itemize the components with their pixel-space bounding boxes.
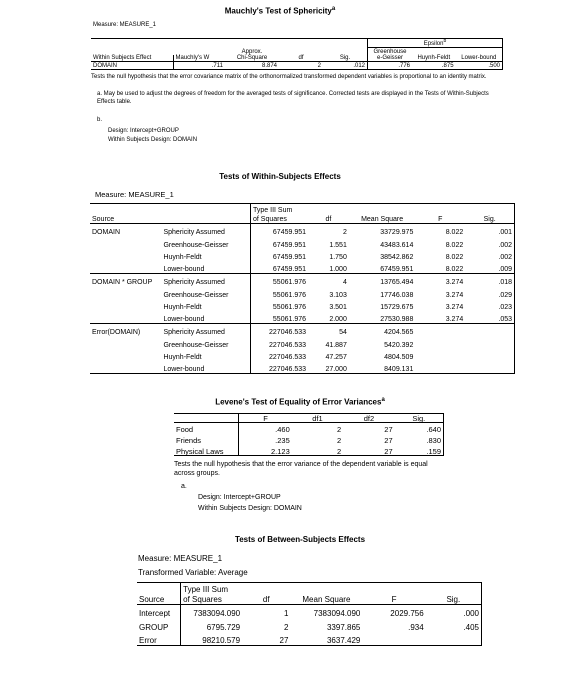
between-table <box>137 582 482 646</box>
mauchly-lb: .500 <box>456 62 503 70</box>
between-col-df: df <box>262 595 270 604</box>
between-ms: 3397.865 <box>326 622 361 632</box>
within-test: Sphericity Assumed <box>161 324 250 337</box>
within-sig: .018 <box>465 274 514 287</box>
levene-sig: .159 <box>395 445 444 456</box>
within-test: Sphericity Assumed <box>161 274 250 287</box>
mauchly-chi: 8.874 <box>225 62 279 70</box>
col-hf: Huynh-Feldt <box>417 55 451 61</box>
within-ms: 4204.565 <box>349 324 415 337</box>
within-sig: .009 <box>465 261 514 274</box>
within-f <box>415 349 465 362</box>
levene-design-1: Design: Intercept+GROUP <box>198 494 281 501</box>
within-sig: .053 <box>465 311 514 324</box>
within-sig <box>465 349 514 362</box>
between-source: Error <box>137 632 181 646</box>
between-col-ss-2: of Squares <box>181 594 242 605</box>
within-test: Huynh-Feldt <box>163 304 202 311</box>
within-f <box>415 324 465 337</box>
levene-df1: 2 <box>337 436 342 445</box>
between-f <box>362 632 425 646</box>
within-ms: 33729.975 <box>349 224 415 237</box>
within-f: 8.022 <box>445 254 464 261</box>
between-ss: 6795.729 <box>181 618 242 632</box>
between-ss: 98210.579 <box>181 632 242 646</box>
within-source <box>90 286 161 299</box>
levene-row <box>174 445 444 456</box>
between-col-f: F <box>391 595 397 604</box>
within-row <box>90 324 515 337</box>
levene-note-a: a. <box>181 483 187 490</box>
within-ss: 67459.951 <box>251 249 308 262</box>
within-test: Huynh-Feldt <box>163 354 202 361</box>
within-f: 8.022 <box>415 224 465 237</box>
between-ss: 7383094.090 <box>181 605 242 619</box>
levene-title-text: Levene's Test of Equality of Error Variances <box>215 397 382 407</box>
between-source: Intercept <box>137 605 181 619</box>
levene-df1: 2 <box>292 445 343 456</box>
within-f: 3.274 <box>415 274 465 287</box>
col-sig: Sig. <box>339 55 351 61</box>
levene-df2: 27 <box>343 445 394 456</box>
within-df: 54 <box>308 324 349 337</box>
within-df: 47.257 <box>325 354 347 361</box>
col-chi-1: Approx. <box>241 48 263 55</box>
levene-col-f: F <box>239 414 292 423</box>
within-source <box>90 299 161 312</box>
levene-name: Food <box>174 423 239 434</box>
levene-row <box>174 423 444 434</box>
between-sig <box>426 632 482 646</box>
within-ms: 13765.494 <box>349 274 415 287</box>
within-ms: 8409.131 <box>349 361 415 374</box>
levene-df2: 27 <box>343 423 394 434</box>
epsilon-label: Epsilon <box>423 41 444 47</box>
between-ms: 7383094.090 <box>290 605 362 619</box>
between-ms: 3637.429 <box>290 632 362 646</box>
mauchly-title-text: Mauchly's Test of Sphericity <box>224 6 332 16</box>
within-source <box>90 249 161 262</box>
between-row <box>137 605 482 619</box>
mauchly-title <box>150 6 410 16</box>
within-source: DOMAIN * GROUP <box>90 274 161 287</box>
within-row <box>90 336 515 349</box>
levene-f: .460 <box>239 423 292 434</box>
within-col-ss-2: of Squares <box>251 214 308 224</box>
levene-col-df1: df1 <box>292 414 343 423</box>
levene-df2: 27 <box>384 436 393 445</box>
within-row <box>90 349 515 362</box>
levene-col-df2: df2 <box>343 414 394 423</box>
within-df: 1.551 <box>329 241 347 249</box>
within-source: DOMAIN <box>90 224 161 237</box>
within-table <box>90 203 515 374</box>
within-ms: 17746.038 <box>380 291 414 299</box>
col-df: df <box>298 55 304 61</box>
levene-title <box>180 397 420 407</box>
levene-col-sig: Sig. <box>395 414 444 423</box>
between-col-source: Source <box>139 595 165 604</box>
between-source: GROUP <box>139 622 169 632</box>
within-row <box>90 311 515 324</box>
within-sig: .002 <box>465 249 514 262</box>
between-col-ms: Mean Square <box>302 595 351 604</box>
within-ss: 67459.951 <box>251 224 308 237</box>
within-ms: 4804.509 <box>384 354 414 361</box>
within-sig <box>465 336 514 349</box>
within-test: Lower-bound <box>161 361 250 374</box>
within-row <box>90 224 515 237</box>
within-col-ss-1: Type III Sum <box>251 204 308 214</box>
within-test: Lower-bound <box>163 316 205 323</box>
within-ss: 227046.533 <box>251 349 308 362</box>
between-sig: .405 <box>426 618 482 632</box>
col-mauchly-w: Mauchly's W <box>173 55 225 62</box>
between-df: 2 <box>283 622 289 632</box>
within-df: 27.000 <box>308 361 349 374</box>
between-f: 2029.756 <box>362 605 425 619</box>
within-f <box>415 336 465 349</box>
epsilon-mark: b <box>443 38 447 44</box>
mauchly-w: .711 <box>173 62 225 70</box>
within-ss: 55061.976 <box>251 299 308 312</box>
within-ss: 55061.976 <box>251 286 308 299</box>
within-source <box>90 236 161 249</box>
levene-f: 2.123 <box>239 445 292 456</box>
mauchly-hf: .875 <box>412 62 456 70</box>
between-col-ss-1: Type III Sum <box>181 583 242 594</box>
levene-f: .235 <box>239 434 292 445</box>
col-lb: Lower-bound <box>456 55 503 62</box>
levene-design-2: Within Subjects Design: DOMAIN <box>198 505 302 512</box>
within-ms: 27530.988 <box>380 316 414 323</box>
within-f: 3.274 <box>445 316 464 323</box>
within-row <box>90 236 515 249</box>
mauchly-sig: .012 <box>323 62 368 70</box>
within-df: 1.750 <box>329 254 347 261</box>
within-measure: Measure: MEASURE_1 <box>95 190 174 199</box>
mauchly-title-mark: a <box>331 6 336 12</box>
within-test: Sphericity Assumed <box>161 224 250 237</box>
within-source <box>90 349 161 362</box>
within-df: 3.103 <box>329 291 347 299</box>
mauchly-effect: DOMAIN <box>91 62 173 70</box>
between-df: 27 <box>242 632 290 646</box>
between-title: Tests of Between-Subjects Effects <box>234 535 366 544</box>
within-ss: 67459.951 <box>251 236 308 249</box>
within-f: 3.274 <box>445 291 464 299</box>
levene-name: Physical Laws <box>174 445 239 456</box>
between-df: 1 <box>242 605 290 619</box>
mauchly-df: 2 <box>279 62 323 70</box>
within-ms: 67459.951 <box>380 266 414 273</box>
within-sig: .029 <box>465 286 514 299</box>
levene-df1: 2 <box>292 423 343 434</box>
col-gg-1: Greenhouse <box>368 48 413 55</box>
within-test: Huynh-Feldt <box>163 254 202 261</box>
within-row <box>90 274 515 287</box>
within-test: Greenhouse-Geisser <box>163 291 229 299</box>
within-ms: 5420.392 <box>384 341 414 349</box>
between-sig: .000 <box>426 605 482 619</box>
levene-table <box>174 413 444 456</box>
within-row <box>90 249 515 262</box>
within-col-f: F <box>438 216 443 223</box>
within-col-df: df <box>325 216 332 223</box>
mauchly-measure: Measure: MEASURE_1 <box>93 22 157 28</box>
within-f: 8.022 <box>445 266 464 273</box>
mauchly-design-1: Design: Intercept+GROUP <box>108 128 179 134</box>
within-test: Lower-bound <box>163 266 205 273</box>
mauchly-note-a: a. May be used to adjust the degrees of freedom for the averaged tests of significance. Corrected tests are displayed in the Tests of Within-Subjects Effects table. <box>97 91 489 105</box>
between-transformed: Transformed Variable: Average <box>138 568 248 577</box>
within-df: 2 <box>308 224 349 237</box>
within-ss: 67459.951 <box>251 261 308 274</box>
within-f: 3.274 <box>445 304 464 311</box>
within-df: 1.000 <box>329 266 347 273</box>
within-row <box>90 361 515 374</box>
mauchly-table <box>91 38 503 70</box>
within-ss: 227046.533 <box>251 324 308 337</box>
within-df: 3.501 <box>329 304 347 311</box>
within-source: Error(DOMAIN) <box>90 324 161 337</box>
between-measure: Measure: MEASURE_1 <box>138 554 223 563</box>
within-test: Greenhouse-Geisser <box>163 341 229 349</box>
within-source <box>90 311 161 324</box>
within-test: Greenhouse-Geisser <box>163 241 229 249</box>
within-sig: .001 <box>465 224 514 237</box>
within-source <box>90 261 161 274</box>
within-ss: 55061.976 <box>251 274 308 287</box>
col-effect: Within Subjects Effect <box>93 55 152 61</box>
between-col-sig: Sig. <box>426 594 482 605</box>
within-source <box>90 361 161 374</box>
within-sig <box>465 361 514 374</box>
within-ss: 227046.533 <box>251 336 308 349</box>
within-df: 2.000 <box>329 316 347 323</box>
levene-sig: .640 <box>395 423 444 434</box>
levene-note-1: Tests the null hypothesis that the error variance of the dependent variable is equal across groups. <box>174 461 428 477</box>
within-col-source: Source <box>92 216 115 223</box>
col-gg-2: e-Geisser <box>368 55 413 62</box>
within-ms: 38542.862 <box>380 254 414 261</box>
within-sig: .002 <box>465 236 514 249</box>
between-row <box>137 618 482 632</box>
mauchly-note-1: Tests the null hypothesis that the error covariance matrix of the orthonormalized transformed dependent variables is proportional to an identity matrix. <box>91 74 487 80</box>
within-ms: 43483.614 <box>380 241 414 249</box>
between-f: .934 <box>408 622 424 632</box>
within-f: 8.022 <box>445 241 464 249</box>
mauchly-note-b: b. <box>97 117 103 123</box>
levene-title-mark: a <box>381 397 385 403</box>
within-ms: 15729.675 <box>380 304 414 311</box>
mauchly-gg: .776 <box>368 62 413 70</box>
within-sig <box>465 324 514 337</box>
within-row <box>90 299 515 312</box>
between-row <box>137 632 482 646</box>
mauchly-design-2: Within Subjects Design: DOMAIN <box>108 137 198 143</box>
within-title: Tests of Within-Subjects Effects <box>219 172 341 181</box>
within-ss: 227046.533 <box>251 361 308 374</box>
within-sig: .023 <box>465 299 514 312</box>
col-chi-2: Chi-Square <box>236 55 268 61</box>
within-source <box>90 336 161 349</box>
within-ss: 55061.976 <box>251 311 308 324</box>
within-df: 41.887 <box>325 341 347 349</box>
levene-row <box>174 434 444 445</box>
levene-name: Friends <box>176 436 202 445</box>
within-row <box>90 261 515 274</box>
within-col-sig: Sig. <box>465 214 514 224</box>
within-df: 4 <box>308 274 349 287</box>
mauchly-row <box>91 62 503 70</box>
within-row <box>90 286 515 299</box>
levene-sig: .830 <box>395 434 444 445</box>
within-f <box>415 361 465 374</box>
within-col-ms: Mean Square <box>361 216 404 223</box>
